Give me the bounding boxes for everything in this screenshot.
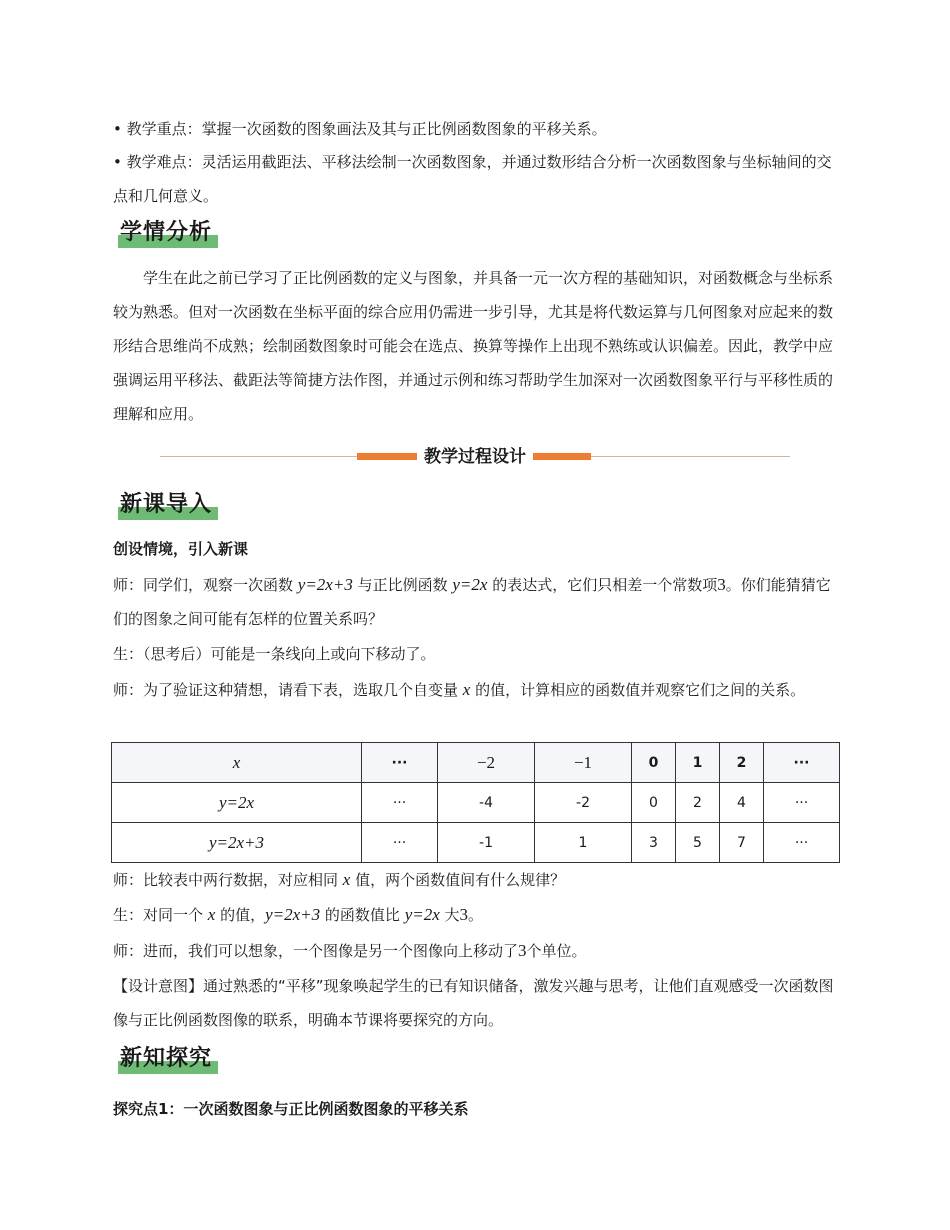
section-divider — [160, 444, 790, 470]
key-point-bullet: • 教学重点：掌握一次函数的图象画法及其与正比例函数图象的平移关系。 — [113, 120, 607, 138]
formula-proportional: y=2x — [452, 575, 488, 594]
intro-line-6: 师：进而，我们可以想象，一个图像是另一个图像向上移动了3个单位。 — [113, 941, 587, 960]
section-heading-xueqing: 学情分析 — [118, 216, 212, 250]
intro-subtitle: 创设情境，引入新课 — [113, 540, 249, 558]
intro-line-1: 师：同学们，观察一次函数 y=2x+3 与正比例函数 y=2x 的表达式，它们只相差一个常数项3。你们能猜猜它们的图象之间可能有怎样的位置关系吗？ — [113, 575, 831, 628]
section-heading-xinke: 新课导入 — [118, 488, 212, 522]
formula-linear: y=2x+3 — [297, 575, 353, 594]
intro-line-3: 师：为了验证这种猜想，请看下表，选取几个自变量 x 的值，计算相应的函数值并观察它们之间的关系。 — [113, 680, 806, 699]
explore-point-1: 探究点1：一次函数图象与正比例函数图象的平移关系 — [113, 1100, 469, 1118]
table-row: y=2x+3 ··· -1 1 3 5 7 ··· — [112, 823, 840, 863]
section-heading-xinzhi: 新知探究 — [118, 1042, 212, 1076]
divider-label: 教学过程设计 — [417, 444, 533, 470]
difficulty-bullet: • 教学难点：灵活运用截距法、平移法绘制一次函数图象，并通过数形结合分析一次函数图象与坐标轴间的交点和几何意义。 — [113, 153, 832, 205]
xueqing-paragraph: 学生在此之前已学习了正比例函数的定义与图象，并具备一元一次方程的基础知识，对函数概念与坐标系较为熟悉。但对一次函数在坐标平面的综合应用仍需进一步引导，尤其是将代数运算与几何图象对应起来的数形结合思维尚不成熟；绘制函数图象时可能会在选点、换算等操作上出现不熟练或认识偏差。因此，教学中应强调运用平移法、截距法等简捷方法作图，并通过示例和练习帮助学生加深对一次函数图象平行与平移性质的理解和应用。 — [113, 269, 834, 423]
value-table — [111, 742, 840, 863]
design-intent: 【设计意图】通过熟悉的“平移”现象唤起学生的已有知识储备，激发兴趣与思考，让他们直观感受一次函数图像与正比例函数图像的联系，明确本节课将要探究的方向。 — [113, 977, 834, 1029]
intro-line-2: 生：（思考后）可能是一条线向上或向下移动了。 — [113, 645, 436, 663]
intro-line-5: 生：对同一个 x 的值，y=2x+3 的函数值比 y=2x 大3。 — [113, 905, 484, 924]
table-row: y=2x ··· -4 -2 0 2 4 ··· — [112, 783, 840, 823]
table-row: x ··· −2 −1 0 1 2 ··· — [112, 743, 840, 783]
intro-line-4: 师：比较表中两行数据，对应相同 x 值，两个函数值间有什么规律？ — [113, 870, 566, 889]
